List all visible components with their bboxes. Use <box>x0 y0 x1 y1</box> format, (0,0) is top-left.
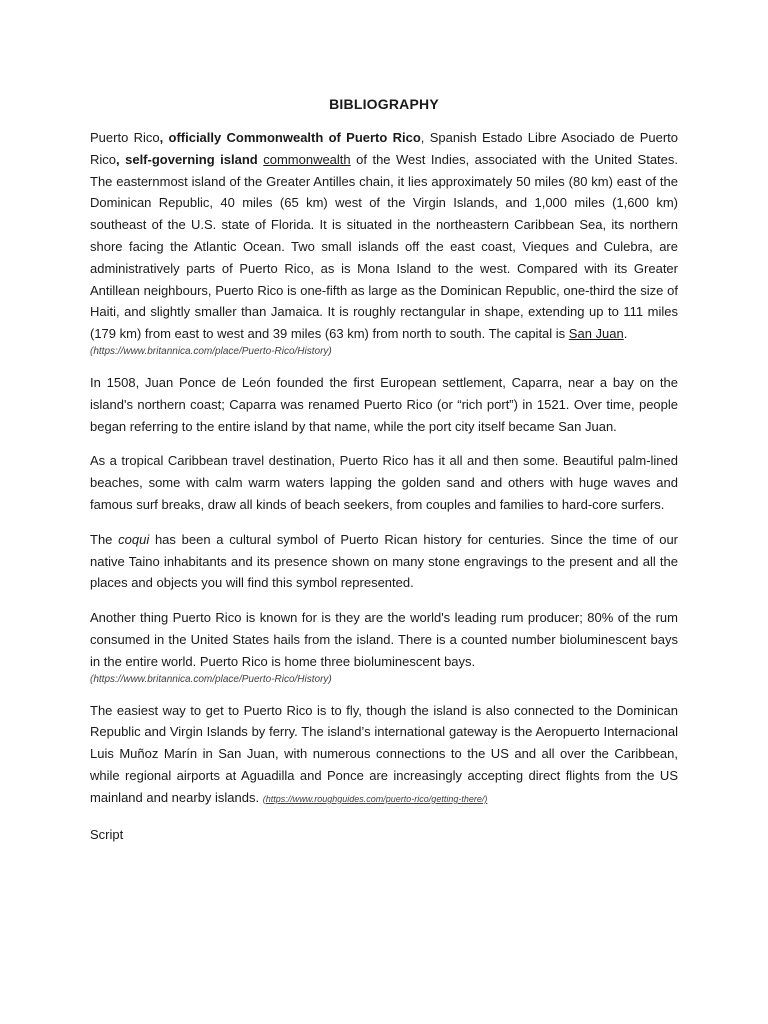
paragraph-travel: As a tropical Caribbean travel destination, Puerto Rico has it all and then some. Beautiful palm-lined beaches, some with calm warm waters lapping the golden sand and others with huge waves and famous surf breaks, draw all kinds of beach seekers, from couples and families to hard-core surfers. <box>90 453 678 512</box>
paragraph-overview <box>90 127 678 359</box>
text: , self-governing island <box>116 151 264 167</box>
text: Puerto Rico <box>90 130 160 145</box>
text: , officially Commonwealth of Puerto Rico <box>159 130 421 145</box>
text: . <box>623 326 628 342</box>
text: The easiest way to get to Puerto Rico is to fly, though the island is also connected to the Dominican Republic and Virgin Islands by ferry. The island’s international gateway is the Aeropuerto Internacional Luis Muñoz Marín in San Juan, with numerous connections to the US and all over the Caribbean, while regional airports at Aguadilla and Ponce are increasingly accepting direct flights from the US mainland and nearby islands <box>90 702 678 805</box>
page-title: BIBLIOGRAPHY <box>329 96 439 112</box>
commonwealth-link[interactable]: commonwealth <box>263 151 351 167</box>
source-link[interactable]: (https://www.roughguides.com/puerto-rico/getting-there/) <box>262 793 488 804</box>
text: . <box>255 789 263 805</box>
source-citation: (https://www.britannica.com/place/Puerto-Rico/History) <box>90 673 332 685</box>
paragraph-getting-there <box>90 700 678 811</box>
text: Another thing Puerto Rico is known for is they are the world's leading rum producer; 80% of the rum consumed in the United States hails from the island. There is a counted number bioluminescent bays in the entire world. Puerto Rico is home three bioluminescent bays. <box>90 610 678 669</box>
source-citation: (https://www.britannica.com/place/Puerto-Rico/History) <box>90 345 332 357</box>
paragraph-coqui <box>90 529 678 594</box>
text: of the West Indies, associated with the United States. The easternmost island of the Greater Antilles chain, it lies approximately 50 miles (80 km) east of the Dominican Republic, 40 miles (65 km) west of the Virgin Islands, and 1,000 miles (1,600 km) southeast of the U.S. state of Florida. It is situated in the northeastern Caribbean Sea, its northern shore facing the Atlantic Ocean. Two small islands off the east coast, Vieques and Culebra, are administratively parts of Puerto Rico, as is Mona Island to the west. Compared with its Greater Antillean neighbours, Puerto Rico is one-fifth as large as the Dominican Republic, one-third the size of Haiti, and slightly smaller than Jamaica. It is roughly rectangular in shape, extending up to 111 miles (179 km) from east to west and 39 miles (63 km) from north to south. The capital is <box>90 151 679 342</box>
san-juan-link[interactable]: San Juan <box>568 326 624 342</box>
paragraph-script: Script <box>90 826 124 842</box>
text: , Spanish Estado Libre Asociado de Puerto Rico <box>90 130 679 167</box>
paragraph-history: In 1508, Juan Ponce de León founded the first European settlement, Caparra, near a bay on the island's northern coast; Caparra was renamed Puerto Rico (or “rich port”) in 1521. Over time, people began referring to the entire island by that name, while the port city itself became San Juan. <box>90 374 678 434</box>
text: has been a cultural symbol of Puerto Rican history for centuries. Since the time of our native Taino inhabitants and its presence shown on many stone engravings to the present and all the places and objects you will find this symbol represented. <box>90 531 679 591</box>
text: The <box>90 531 119 547</box>
paragraph-rum <box>90 607 678 686</box>
coqui-term: coqui <box>118 531 150 547</box>
